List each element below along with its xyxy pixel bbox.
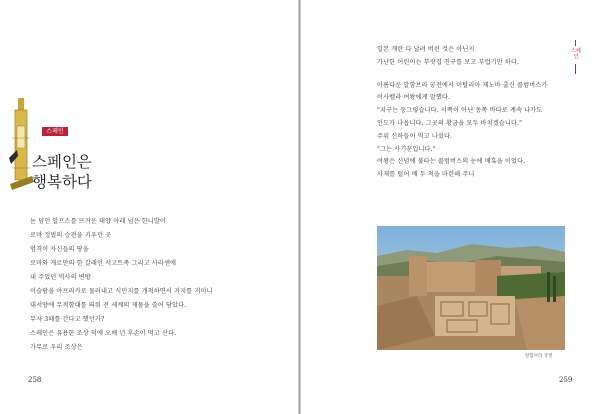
text-line: 이사벨라 여왕에게 말했다. bbox=[377, 94, 451, 102]
alhambra-photo bbox=[377, 226, 565, 350]
text-line: 엄격이 자신들의 땅을 bbox=[30, 246, 89, 253]
text-line: 이슬람을 아프리카로 물러내고 식민지를 개척하면서 거지를 거미니 bbox=[30, 288, 213, 295]
text-line: 대서양에 무적함대를 띄워 전 세계의 재물을 쓸어 담았다. bbox=[30, 302, 187, 309]
text-line: 내 주었던 역사의 변방 bbox=[30, 274, 91, 281]
text-line: 눈 덮인 알프스를 뜨거운 태양 아래 넘은 한니발이 bbox=[30, 218, 167, 225]
text-line: 사재를 털어 배 두 척을 마련해 주니 bbox=[377, 171, 475, 179]
running-head: 스페인 bbox=[571, 48, 581, 60]
right-body-text bbox=[377, 44, 567, 182]
text-line: 스페인은 유용한 조상 덕에 오배 년 후손이 먹고 산다. bbox=[30, 330, 177, 337]
chapter-title bbox=[32, 152, 92, 192]
text-line: 주위 신하들이 먹고 나섰다. bbox=[377, 132, 453, 140]
left-body-text bbox=[30, 215, 270, 355]
text-line: 로마 정벌의 승전을 키우던 곳 bbox=[30, 232, 112, 239]
paragraph-gap bbox=[377, 70, 567, 80]
chapter-tag: 스페인 bbox=[42, 127, 68, 136]
page-number-left: 258 bbox=[28, 376, 42, 384]
text-line: 인도가 나옵니다. 그곳의 황금을 모두 바치겠습니다." bbox=[377, 119, 523, 127]
running-head-rule bbox=[575, 40, 576, 46]
photo-caption: 알함브라 궁전 bbox=[525, 354, 553, 359]
left-page bbox=[0, 0, 299, 414]
text-line: 가무로 우리 조상은 bbox=[30, 344, 83, 351]
text-line: 무자 3때를 간다고 했던가? bbox=[30, 316, 105, 323]
chapter-title-line: 행복하다 bbox=[32, 173, 92, 191]
text-line: 아름다운 알함브라 궁전에서 이탈리아 제노바 출신 콜럼버스가 bbox=[377, 81, 548, 89]
text-line: "그는 사기꾼입니다." bbox=[377, 145, 436, 153]
running-head-rule bbox=[575, 64, 576, 74]
text-line: 여왕은 신념에 불타는 콜럼버스의 눈에 매혹을 이었다. bbox=[377, 158, 526, 166]
page-number-right: 259 bbox=[559, 376, 573, 384]
chapter-title-line: 스페인은 bbox=[32, 153, 92, 171]
text-line: 일본 개란 다 날려 버린 것은 아닌지 bbox=[377, 46, 475, 53]
text-line: 로마와 게르만의 한 갈래인 서고트족 그리고 사라센에 bbox=[30, 260, 177, 267]
text-line: "지구는 둥그렇습니다. 서쪽이 아닌 동쪽 바다로 계속 나가도 bbox=[377, 107, 543, 115]
text-line: 가난한 어린이는 부잣집 친구를 보고 부럽기만 하다. bbox=[377, 58, 520, 66]
